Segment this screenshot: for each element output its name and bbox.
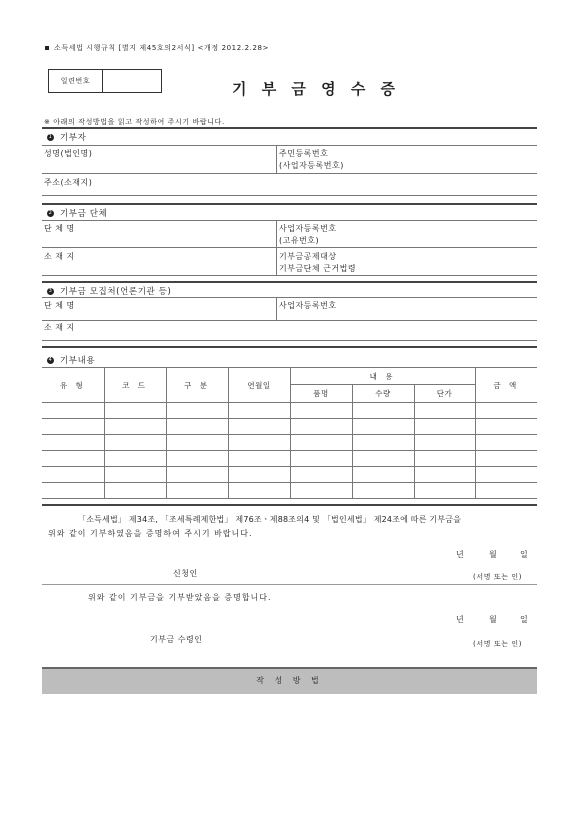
table-cell[interactable] — [414, 403, 475, 419]
square-bullet-icon — [45, 46, 49, 50]
serial-number-box — [48, 69, 162, 93]
date-year-label: 년 — [456, 550, 465, 559]
writing-instructions-header: 작 성 방 법 — [42, 667, 537, 694]
page-title: 기 부 금 영 수 증 — [232, 80, 401, 98]
serial-number-label: 일련번호 — [49, 70, 103, 92]
table-cell[interactable] — [166, 451, 228, 467]
table-cell[interactable] — [166, 467, 228, 483]
table-cell[interactable] — [166, 435, 228, 451]
header-type: 유 형 — [42, 368, 104, 403]
table-row — [42, 483, 537, 499]
date-day-label: 일 — [520, 550, 529, 559]
org-name-label: 단 체 명 — [44, 224, 75, 233]
table-cell[interactable] — [166, 483, 228, 499]
table-cell[interactable] — [352, 403, 414, 419]
table-cell[interactable] — [352, 419, 414, 435]
table-cell[interactable] — [166, 419, 228, 435]
header-category: 구 분 — [166, 368, 228, 403]
applicant-signature-label: (서명 또는 인) — [473, 573, 523, 581]
number-badge-icon: 3 — [48, 288, 53, 294]
table-cell[interactable] — [352, 451, 414, 467]
table-cell[interactable] — [352, 483, 414, 499]
number-badge-icon: 4 — [48, 357, 53, 363]
table-cell[interactable] — [228, 467, 290, 483]
org-legal-basis-label: 기부금단체 근거법령 — [279, 264, 357, 273]
content-section-title: 4 기부내용 — [48, 356, 96, 366]
table-cell[interactable] — [290, 467, 352, 483]
date-day-label-2: 일 — [520, 615, 529, 624]
table-row — [42, 403, 537, 419]
table-cell[interactable] — [290, 483, 352, 499]
table-cell[interactable] — [475, 483, 537, 499]
donor-id-label: 주민등록번호 — [279, 149, 329, 158]
table-cell[interactable] — [414, 451, 475, 467]
table-cell[interactable] — [414, 467, 475, 483]
org-deduction-label: 기부금공제대상 — [279, 252, 337, 261]
table-cell[interactable] — [42, 419, 104, 435]
table-cell[interactable] — [42, 435, 104, 451]
table-row — [42, 467, 537, 483]
table-cell[interactable] — [352, 435, 414, 451]
donor-section-title: 1 기부자 — [48, 133, 87, 143]
table-cell[interactable] — [42, 451, 104, 467]
table-cell[interactable] — [104, 419, 166, 435]
table-cell[interactable] — [42, 467, 104, 483]
table-cell[interactable] — [475, 419, 537, 435]
serial-number-field[interactable] — [103, 70, 161, 92]
table-cell[interactable] — [290, 419, 352, 435]
form-reference: 소득세법 시행규칙 [별지 제45호의2서식] <개정 2012.2.28> — [45, 43, 269, 53]
table-cell[interactable] — [104, 483, 166, 499]
header-item: 품명 — [290, 385, 352, 403]
table-cell[interactable] — [290, 435, 352, 451]
table-cell[interactable] — [414, 435, 475, 451]
org-location-label: 소 재 지 — [44, 252, 75, 261]
collector-bizno-label: 사업자등록번호 — [279, 301, 337, 310]
org-unique-number-label: (고유번호) — [279, 236, 320, 245]
table-cell[interactable] — [414, 419, 475, 435]
collector-section-title: 3 기부금 모집처(언론기관 등) — [48, 287, 172, 297]
instruction-note: ※ 아래의 작성방법을 읽고 작성하여 주시기 바랍니다. — [44, 118, 225, 126]
donor-bizno-label: (사업자등록번호) — [279, 161, 344, 170]
donor-name-label: 성명(법인명) — [44, 149, 93, 158]
table-cell[interactable] — [475, 451, 537, 467]
table-cell[interactable] — [166, 403, 228, 419]
donor-address-label: 주소(소재지) — [44, 178, 93, 187]
table-cell[interactable] — [104, 403, 166, 419]
table-cell[interactable] — [290, 451, 352, 467]
table-cell[interactable] — [42, 483, 104, 499]
table-cell[interactable] — [104, 467, 166, 483]
certification-statement: 위와 같이 기부금을 기부받았음을 증명합니다. — [88, 593, 272, 602]
collector-name-label: 단 체 명 — [44, 301, 75, 310]
request-statement-line1: 「소득세법」 제34조, 「조세특례제한법」 제76조ㆍ제88조의4 및 「법인세법」 제24조에 따른 기부금을 — [78, 515, 462, 524]
table-cell[interactable] — [352, 467, 414, 483]
org-section-title: 2 기부금 단체 — [48, 209, 108, 219]
header-code: 코 드 — [104, 368, 166, 403]
number-badge-icon: 1 — [48, 134, 53, 140]
table-cell[interactable] — [228, 403, 290, 419]
org-bizno-label: 사업자등록번호 — [279, 224, 337, 233]
number-badge-icon: 2 — [48, 210, 53, 216]
date-month-label-2: 월 — [489, 615, 498, 624]
table-cell[interactable] — [228, 419, 290, 435]
table-row — [42, 435, 537, 451]
table-row — [42, 451, 537, 467]
table-cell[interactable] — [475, 403, 537, 419]
collector-location-label: 소 재 지 — [44, 323, 75, 332]
table-cell[interactable] — [414, 483, 475, 499]
donation-content-table — [42, 368, 537, 499]
table-cell[interactable] — [104, 451, 166, 467]
table-cell[interactable] — [104, 435, 166, 451]
recipient-label: 기부금 수령인 — [150, 635, 203, 644]
table-cell[interactable] — [228, 451, 290, 467]
date-month-label: 월 — [489, 550, 498, 559]
header-price: 단가 — [414, 385, 475, 403]
table-row — [42, 419, 537, 435]
header-date: 연월일 — [228, 368, 290, 403]
header-amount: 금 액 — [475, 368, 537, 403]
header-details: 내 용 — [290, 368, 475, 385]
table-cell[interactable] — [228, 483, 290, 499]
header-qty: 수량 — [352, 385, 414, 403]
recipient-signature-label: (서명 또는 인) — [473, 640, 523, 648]
table-cell[interactable] — [475, 435, 537, 451]
table-cell[interactable] — [475, 467, 537, 483]
table-cell[interactable] — [42, 403, 104, 419]
table-cell[interactable] — [228, 435, 290, 451]
date-year-label-2: 년 — [456, 615, 465, 624]
applicant-label: 신청인 — [173, 569, 198, 578]
table-cell[interactable] — [290, 403, 352, 419]
request-statement-line2: 위와 같이 기부하였음을 증명하여 주시기 바랍니다. — [48, 529, 253, 538]
